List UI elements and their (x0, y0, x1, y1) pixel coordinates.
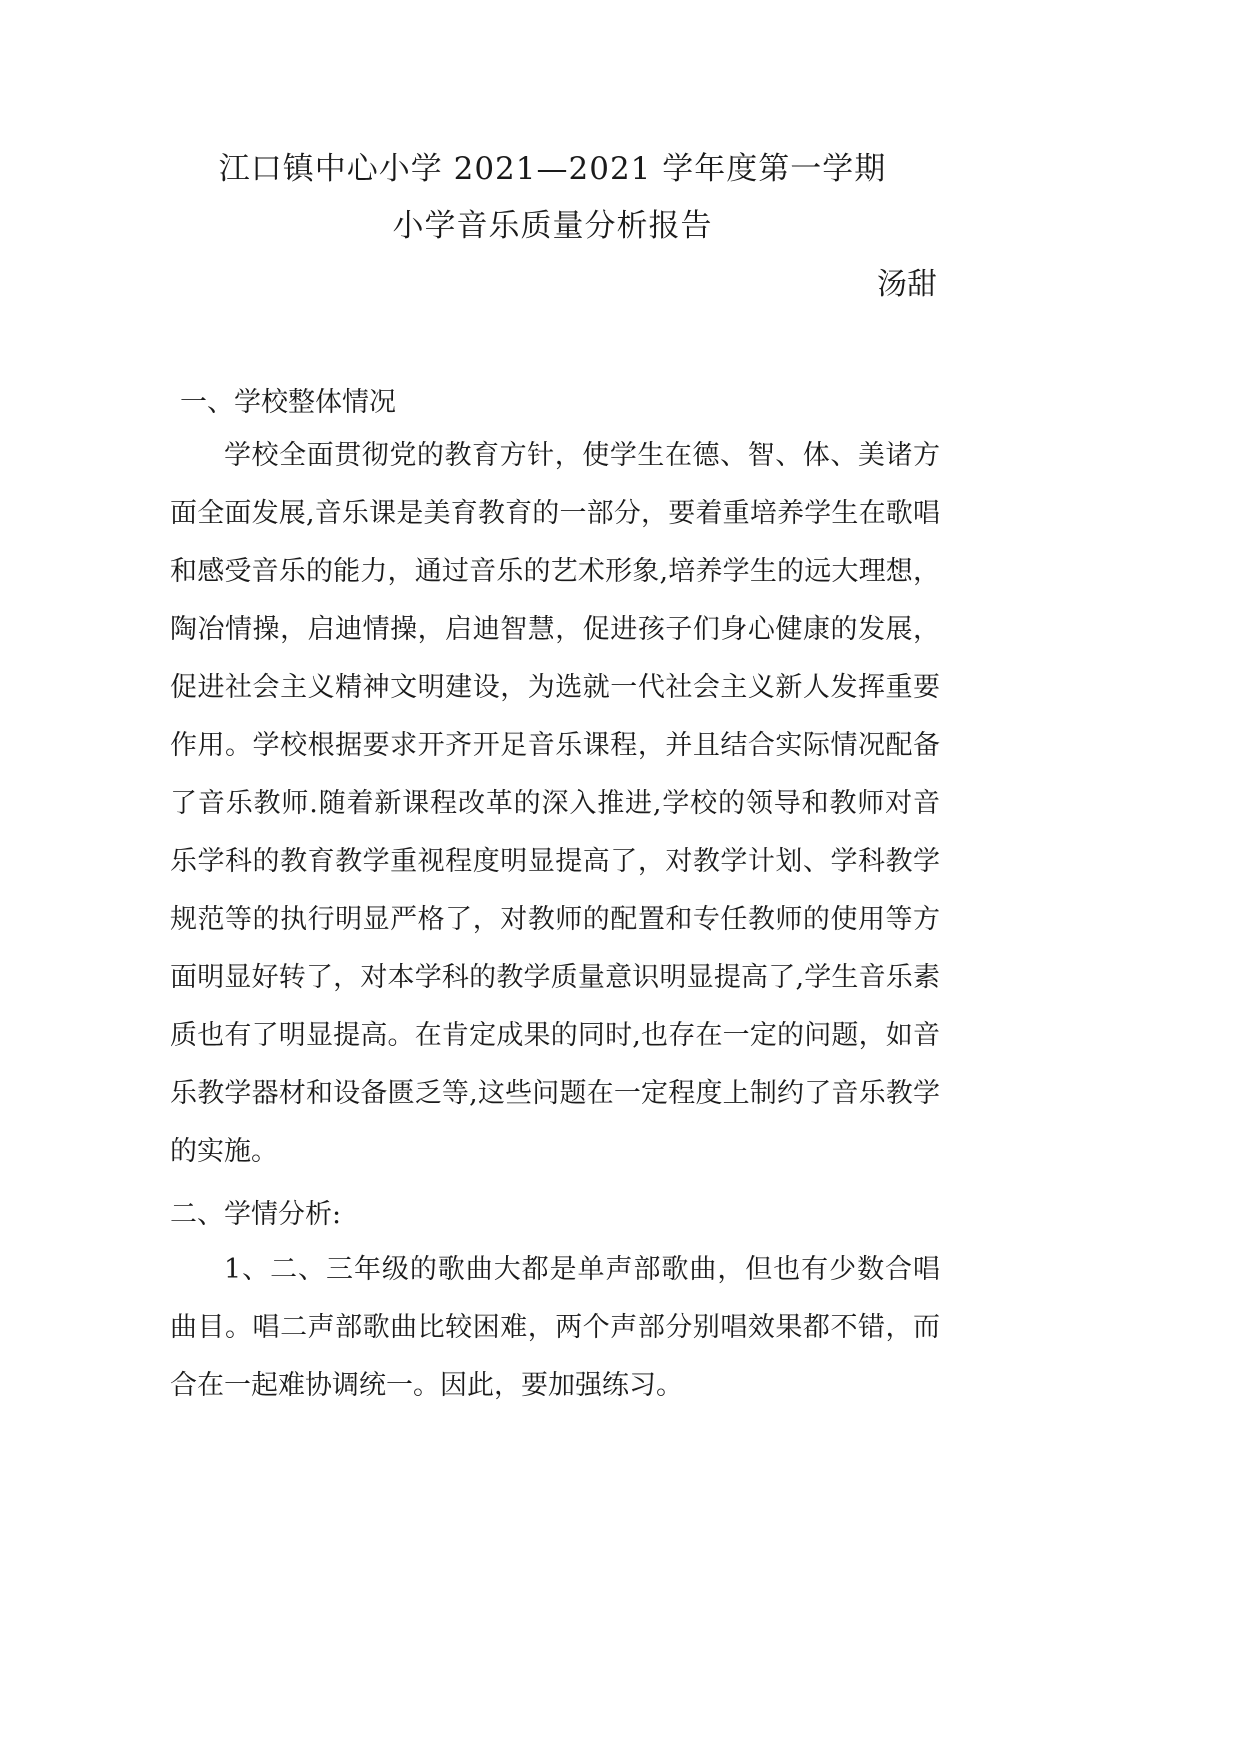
author-name: 汤甜 (877, 267, 937, 302)
section-heading-school-overview: 一、学校整体情况 (180, 387, 396, 418)
section-heading-student-analysis: 二、学情分析: (170, 1199, 342, 1230)
section-paragraph-school-overview: 学校全面贯彻党的教育方针，使学生在德、智、体、美诸方面全面发展,音乐课是美育教育的一部分，要着重培养学生在歌唱和感受音乐的能力，通过音乐的艺术形象,培养学生的远大理想，陶冶情操，启迪情操，启迪智慧，促进孩子们身心健康的发展，促进社会主义精神文明建设，为选就一代社会主义新人发挥重要作用。学校根据要求开齐开足音乐课程，并且结合实际情况配备了音乐教师.随着新课程改革的深入推进,学校的领导和教师对音乐学科的教育教学重视程度明显提高了，对教学计划、学科教学规范等的执行明显严格了，对教师的配置和专任教师的使用等方面明显好转了，对本学科的教学质量意识明显提高了,学生音乐素质也有了明显提高。在肯定成果的同时,也存在一定的问题，如音乐教学器材和设备匮乏等,这些问题在一定程度上制约了音乐教学的实施。 (170, 440, 940, 1167)
document-title-line-2: 小学音乐质量分析报告 (392, 208, 713, 244)
document-title-line-1: 江口镇中心小学 2021—2021 学年度第一学期 (218, 151, 887, 187)
section-paragraph-student-analysis: 1、二、三年级的歌曲大都是单声部歌曲，但也有少数合唱曲目。唱二声部歌曲比较困难，两个声部分别唱效果都不错，而合在一起难协调统一。因此，要加强练习。 (170, 1254, 940, 1401)
